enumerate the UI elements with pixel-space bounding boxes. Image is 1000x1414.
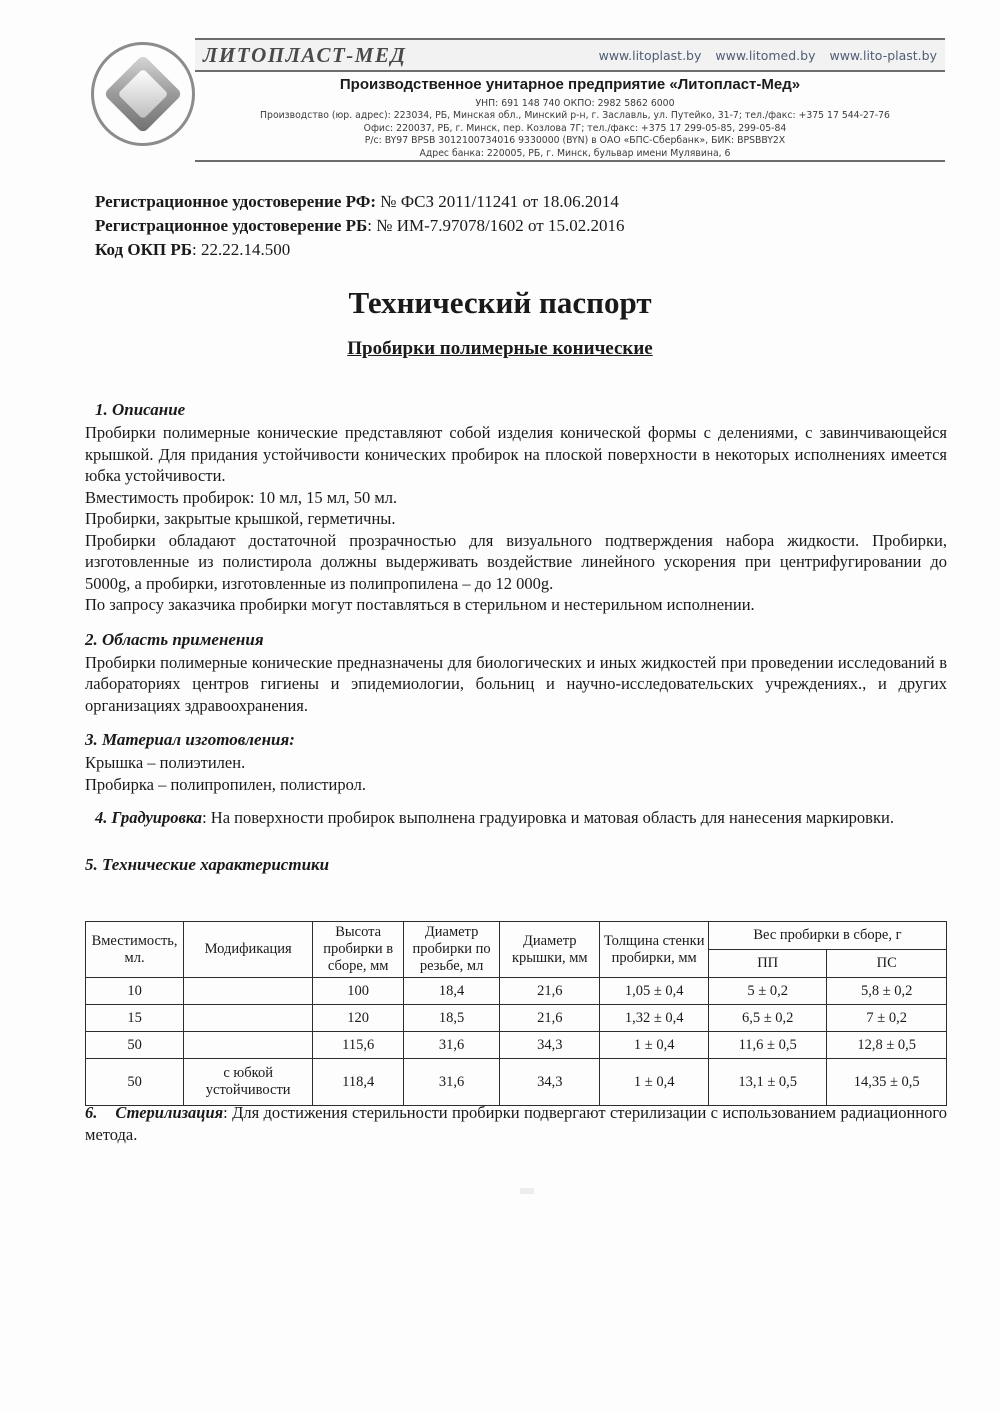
registration-rf-value: № ФСЗ 2011/11241 от 18.06.2014 bbox=[380, 192, 619, 211]
section-4-paragraph bbox=[85, 807, 947, 829]
cell-capacity: 50 bbox=[86, 1032, 184, 1059]
table-row bbox=[86, 1032, 947, 1059]
cell-height: 118,4 bbox=[313, 1059, 404, 1106]
cell-weight-ps: 14,35 ± 0,5 bbox=[827, 1059, 947, 1106]
cell-modification bbox=[184, 1005, 313, 1032]
header-capacity: Вместимость, мл. bbox=[86, 922, 184, 978]
cell-weight-ps: 5,8 ± 0,2 bbox=[827, 978, 947, 1005]
cell-height: 115,6 bbox=[313, 1032, 404, 1059]
website-link-3[interactable]: www.lito-plast.by bbox=[829, 47, 937, 63]
section-5-heading: 5. Технические характеристики bbox=[85, 854, 330, 874]
header-weight-group: Вес пробирки в сборе, г bbox=[708, 922, 946, 950]
cell-thread-diameter: 18,5 bbox=[404, 1005, 500, 1032]
brand-wordmark: ЛИТОПЛАСТ-МЕД bbox=[203, 42, 407, 67]
company-name: Производственное унитарное предприятие «Литопласт-Мед» bbox=[339, 76, 801, 93]
cell-cap-diameter: 21,6 bbox=[500, 978, 600, 1005]
company-logo-icon bbox=[85, 36, 205, 156]
header-thread-diameter: Диаметр пробирки по резьбе, мл bbox=[404, 922, 500, 978]
letterhead-divider bbox=[195, 160, 945, 162]
page-subtitle: Пробирки полимерные конические bbox=[347, 338, 653, 359]
cell-weight-ps: 12,8 ± 0,5 bbox=[827, 1032, 947, 1059]
cell-modification: с юбкой устойчивости bbox=[184, 1059, 313, 1106]
cell-thread-diameter: 31,6 bbox=[404, 1059, 500, 1106]
section-4-heading: 4. Градуировка bbox=[95, 808, 203, 827]
table-header-row-1 bbox=[86, 922, 947, 950]
cell-weight-pp: 5 ± 0,2 bbox=[708, 978, 826, 1005]
cell-cap-diameter: 34,3 bbox=[500, 1059, 600, 1106]
header-cap-diameter: Диаметр крышки, мм bbox=[500, 922, 600, 978]
cell-capacity: 15 bbox=[86, 1005, 184, 1032]
cell-weight-ps: 7 ± 0,2 bbox=[827, 1005, 947, 1032]
section-6-number: 6. bbox=[85, 1103, 98, 1122]
header-height: Высота пробирки в сборе, мм bbox=[313, 922, 404, 978]
table-row bbox=[86, 978, 947, 1005]
requisite-bank-address: Адрес банка: 220005, РБ, г. Минск, бульвар имени Мулявина, 6 bbox=[419, 147, 731, 159]
registration-rb-label: Регистрационное удостоверение РБ bbox=[95, 216, 368, 235]
registration-okp-value: : 22.22.14.500 bbox=[192, 240, 291, 259]
cell-wall: 1 ± 0,4 bbox=[600, 1032, 709, 1059]
scan-artifact bbox=[520, 1188, 534, 1194]
specifications-table-wrapper bbox=[85, 921, 947, 1106]
cell-weight-pp: 13,1 ± 0,5 bbox=[708, 1059, 826, 1106]
header-weight-ps: ПС bbox=[827, 950, 947, 978]
registration-block bbox=[95, 190, 915, 262]
section-6-heading: Стерилизация bbox=[115, 1103, 224, 1122]
page-title: Технический паспорт bbox=[348, 285, 652, 320]
letterhead-banner bbox=[195, 38, 945, 72]
section-2-heading: 2. Область применения bbox=[85, 629, 264, 649]
website-links bbox=[589, 48, 937, 63]
section-3-paragraph-1: Крышка – полиэтилен. bbox=[85, 753, 246, 772]
requisite-production: Производство (юр. адрес): 223034, РБ, Минская обл., Минский р-н, г. Заславль, ул. Путейко, 31-7; тел./факс: +375 17 544-27-76 bbox=[260, 110, 890, 122]
cell-modification bbox=[184, 1032, 313, 1059]
header-modification: Модификация bbox=[184, 922, 313, 978]
specifications-table bbox=[85, 921, 947, 1106]
registration-rf-label: Регистрационное удостоверение РФ: bbox=[95, 192, 376, 211]
section-6 bbox=[85, 1102, 947, 1145]
section-4-text: : На поверхности пробирок выполнена градуировка и матовая область для нанесения маркировки. bbox=[202, 808, 894, 827]
cell-height: 120 bbox=[313, 1005, 404, 1032]
section-1-paragraph-3: Пробирки, закрытые крышкой, герметичны. bbox=[85, 509, 396, 528]
letterhead bbox=[85, 28, 945, 168]
cell-thread-diameter: 18,4 bbox=[404, 978, 500, 1005]
section-1-paragraph-2: Вместимость пробирок: 10 мл, 15 мл, 50 мл. bbox=[85, 487, 398, 507]
registration-rb-value: : № ИМ-7.97078/1602 от 15.02.2016 bbox=[367, 216, 625, 235]
header-wall-thickness: Толщина стенки пробирки, мм bbox=[600, 922, 709, 978]
section-1-paragraph-5: По запросу заказчика пробирки могут поставляться в стерильном и нестерильном исполнении. bbox=[85, 595, 755, 614]
section-2-paragraph-1: Пробирки полимерные конические предназначены для биологических и иных жидкостей при проведении исследований в лабораториях центров гигиены и эпидемиологии, больниц и научно-исследовательских учреждениях., и других организациях здравоохранения. bbox=[85, 652, 947, 715]
section-3-heading: 3. Материал изготовления: bbox=[85, 730, 295, 749]
document-body bbox=[85, 386, 947, 877]
requisite-unp: УНП: 691 148 740 ОКПО: 2982 5862 6000 bbox=[475, 98, 675, 109]
cell-cap-diameter: 34,3 bbox=[500, 1032, 600, 1059]
cell-capacity: 10 bbox=[86, 978, 184, 1005]
cell-capacity: 50 bbox=[86, 1059, 184, 1106]
cell-weight-pp: 6,5 ± 0,2 bbox=[708, 1005, 826, 1032]
cell-weight-pp: 11,6 ± 0,5 bbox=[708, 1032, 826, 1059]
table-row bbox=[86, 1059, 947, 1106]
company-requisites bbox=[195, 98, 955, 160]
cell-wall: 1 ± 0,4 bbox=[600, 1059, 709, 1106]
website-link-2[interactable]: www.litomed.by bbox=[715, 47, 816, 63]
requisite-account: Р/с: BY97 BPSB 3012100734016 9330000 (BYN) в ОАО «БПС-Сбербанк», БИК: BPSBBY2X bbox=[364, 135, 786, 147]
section-6-text: : Для достижения стерильности пробирки подвергают стерилизации с использованием радиационного метода. bbox=[85, 1103, 947, 1144]
registration-okp bbox=[95, 238, 915, 262]
registration-okp-label: Код ОКП РБ bbox=[95, 240, 192, 259]
cell-height: 100 bbox=[313, 978, 404, 1005]
cell-modification bbox=[184, 978, 313, 1005]
requisite-office: Офис: 220037, РБ, г. Минск, пер. Козлова 7Г; тел./факс: +375 17 299-05-85, 299-05-84 bbox=[363, 122, 787, 134]
cell-thread-diameter: 31,6 bbox=[404, 1032, 500, 1059]
section-1-heading: 1. Описание bbox=[95, 400, 186, 419]
header-weight-pp: ПП bbox=[708, 950, 826, 978]
cell-wall: 1,32 ± 0,4 bbox=[600, 1005, 709, 1032]
registration-rf bbox=[95, 190, 915, 214]
table-row bbox=[86, 1005, 947, 1032]
cell-wall: 1,05 ± 0,4 bbox=[600, 978, 709, 1005]
section-1-paragraph-4: Пробирки обладают достаточной прозрачностью для визуального подтверждения набора жидкости. Пробирки, изготовленные из полистирола должны выдерживать воздействие линейного ускорения при центрифугировании до 5000g, а пробирки, изготовленные из полипропилена – до 12 000g. bbox=[85, 530, 947, 593]
website-link-1[interactable]: www.litoplast.by bbox=[598, 47, 702, 63]
section-1-paragraph-1: Пробирки полимерные конические представляют собой изделия конической формы с делениями, с завинчивающейся крышкой. Для придания устойчивости конических пробирок на плоской поверхности в некоторых исполнениях имеется юбка устойчивости. bbox=[85, 423, 947, 485]
cell-cap-diameter: 21,6 bbox=[500, 1005, 600, 1032]
section-3-paragraph-2: Пробирка – полипропилен, полистирол. bbox=[85, 774, 366, 794]
registration-rb bbox=[95, 214, 915, 238]
